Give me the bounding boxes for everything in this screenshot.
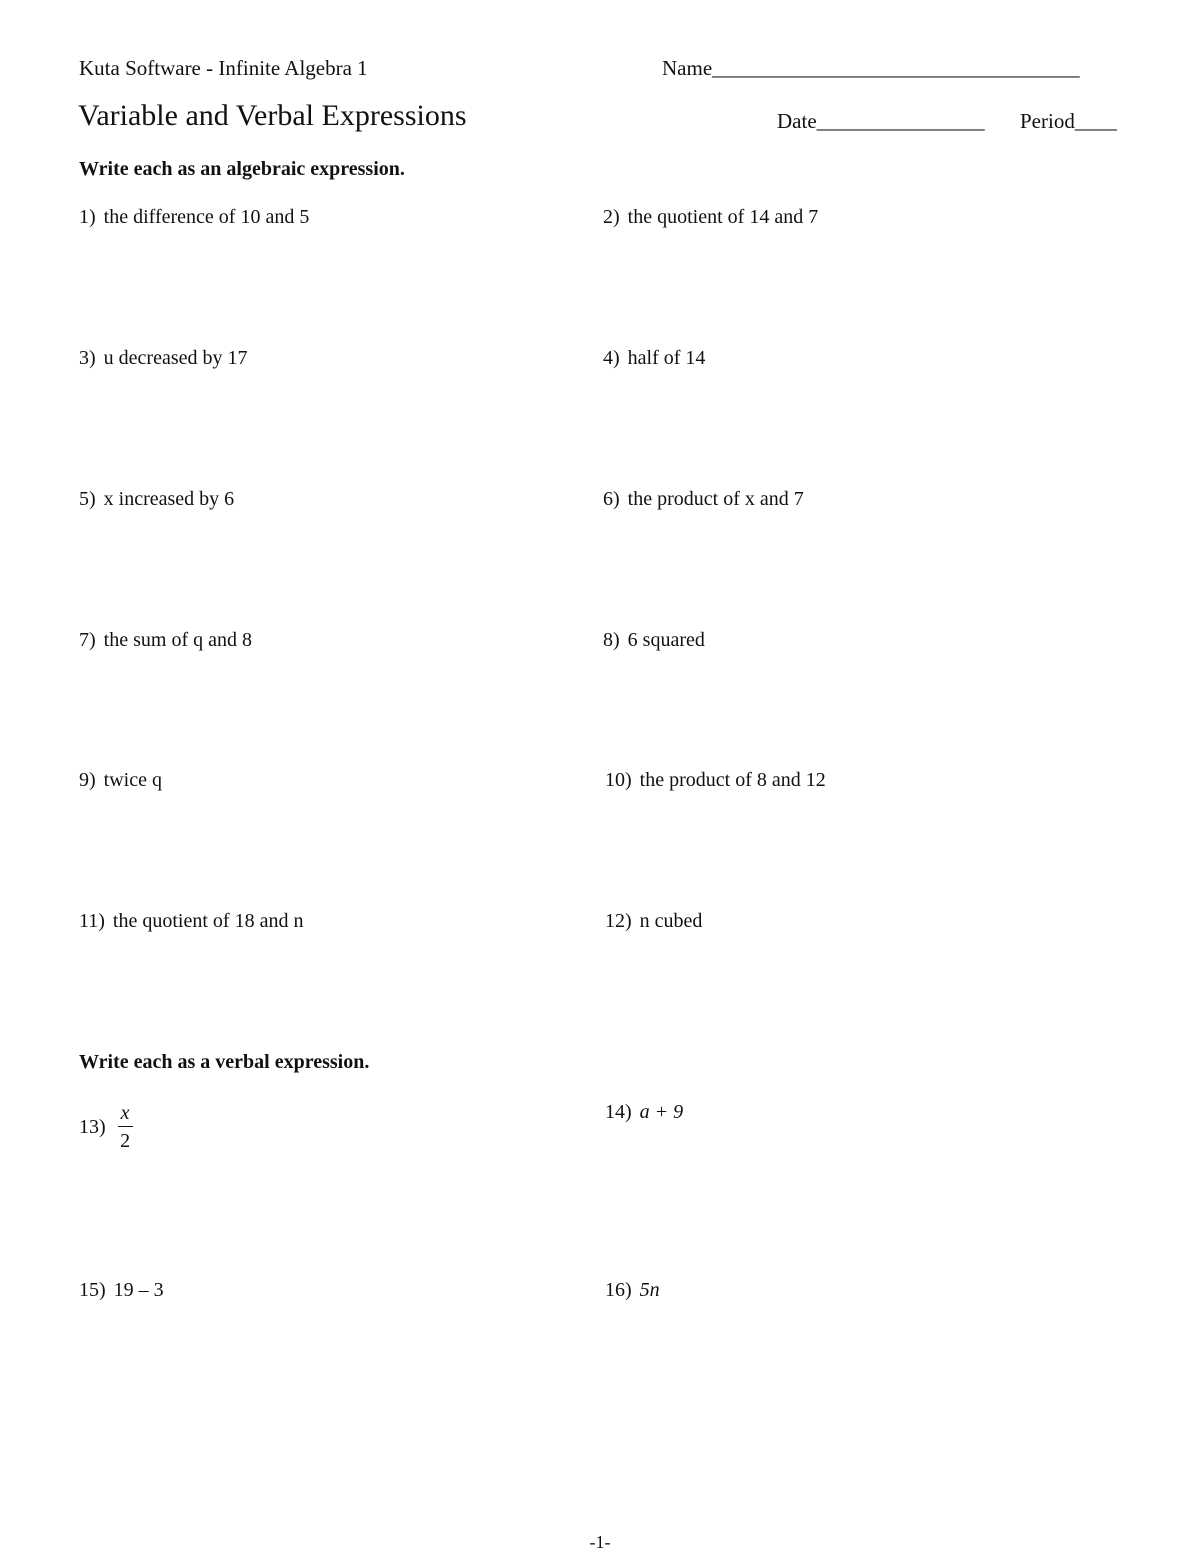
question-6 [603,488,804,511]
algebraic-section-heading: Write each as an algebraic expression. [79,158,405,180]
question-number: 3) [79,347,96,369]
question-5 [79,488,234,511]
fraction-numerator: x [118,1103,133,1127]
question-number: 2) [603,206,620,228]
question-1 [79,206,309,229]
question-11 [79,910,303,933]
page-number: -1- [589,1532,611,1552]
question-number: 5) [79,488,96,510]
question-number: 15) [79,1279,106,1301]
question-text: half of 14 [627,347,706,369]
question-3 [79,347,248,370]
question-text: the difference of 10 and 5 [103,206,310,228]
question-number: 10) [605,769,632,791]
question-13 [79,1103,133,1151]
fraction-expression [118,1103,133,1151]
period-field[interactable]: Period____ [1020,109,1117,133]
question-number: 1) [79,206,96,228]
question-text: the quotient of 14 and 7 [627,206,819,228]
software-label: Kuta Software - Infinite Algebra 1 [79,56,368,80]
question-2 [603,206,818,229]
question-9 [79,769,162,792]
question-text: twice q [103,769,162,791]
question-text: the product of 8 and 12 [639,769,826,791]
question-16 [605,1279,660,1302]
math-expression: 19 – 3 [113,1279,164,1301]
question-text: x increased by 6 [103,488,235,510]
question-text: n cubed [639,910,703,932]
question-4 [603,347,705,370]
question-number: 8) [603,629,620,651]
question-15 [79,1279,164,1302]
question-number: 13) [79,1115,106,1138]
question-number: 12) [605,910,632,932]
fraction-denominator: 2 [120,1130,131,1152]
question-number: 16) [605,1279,632,1301]
question-number: 11) [79,910,105,932]
question-text: 6 squared [627,629,705,651]
worksheet-title: Variable and Verbal Expressions [78,99,467,132]
math-expression: a + 9 [639,1101,684,1123]
question-text: the quotient of 18 and n [112,910,304,932]
question-number: 7) [79,629,96,651]
question-number: 6) [603,488,620,510]
name-field[interactable]: Name___________________________________ [662,56,1080,80]
question-number: 4) [603,347,620,369]
question-14 [605,1101,683,1124]
date-field[interactable]: Date________________ [777,109,985,133]
verbal-section-heading: Write each as a verbal expression. [79,1051,370,1073]
question-10 [605,769,826,792]
question-text: the sum of q and 8 [103,629,252,651]
question-text: u decreased by 17 [103,347,248,369]
question-7 [79,629,252,652]
math-expression: 5n [639,1279,660,1301]
question-12 [605,910,702,933]
question-number: 9) [79,769,96,791]
question-number: 14) [605,1101,632,1123]
question-text: the product of x and 7 [627,488,804,510]
question-8 [603,629,705,652]
